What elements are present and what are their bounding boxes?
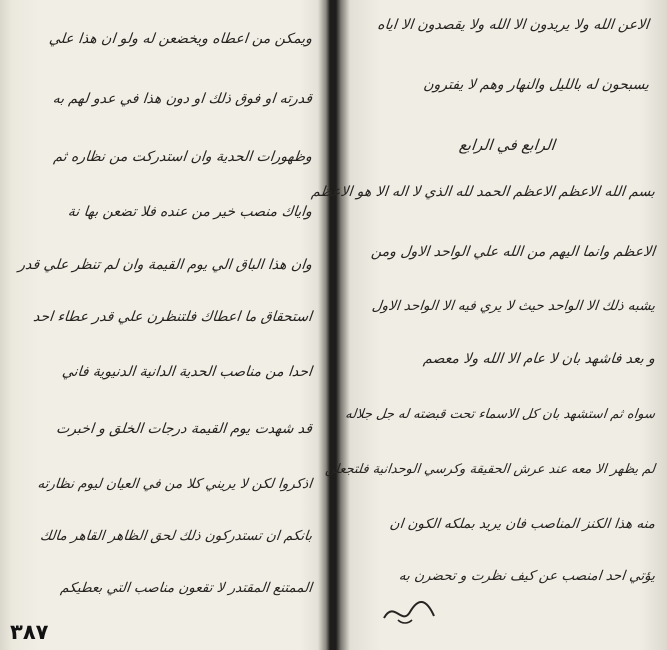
text-line: منه هذا الكنز المناصب فان يريد بملكه الكون ان <box>388 516 656 532</box>
catchword-flourish-icon <box>380 590 438 630</box>
text-line: قد شهدت يوم القيمة درجات الخلق و اخبرت <box>55 421 313 437</box>
text-line: استحقاق ما اعطاك فلتنظرن علي قدر عطاء احد <box>32 309 313 325</box>
right-page <box>310 0 667 650</box>
text-line: سواه ثم استشهد بان كل الاسماء تحت قبضته له جل جلاله <box>344 407 656 422</box>
text-line: بسم الله الاعظم الاعظم الحمد لله الذي لا اله الا هو الاعظم <box>310 184 656 200</box>
text-line: واياك منصب خير من عنده فلا تضعن بها نة <box>67 204 313 220</box>
text-line: احدا من مناصب الحدية الدانية الدنيوية فاني <box>61 364 313 380</box>
left-page <box>0 0 326 650</box>
text-line: اذكروا لكن لا يريني كلا من في العيان ليوم نظارته <box>36 476 313 492</box>
text-line: وظهورات الحدية وان استدركت من نظاره ثم <box>52 149 313 165</box>
text-line: الاعظم وانما اليهم من الله علي الواحد الاول ومن <box>370 244 656 260</box>
text-line: يؤتي احد امنصب عن كيف نظرت و تحضرن به <box>398 568 656 584</box>
text-line: قدرته او فوق ذلك او دون هذا في عدو لهم به <box>51 91 313 107</box>
text-line: يشبه ذلك الا الواحد حيث لا يري فيه الا الواحد الاول <box>371 298 656 314</box>
text-line: لم يظهر الا معه عند عرش الحقيقة وكرسي الوحدانية فلتجعلن <box>324 462 656 477</box>
text-line: الاعن الله ولا يريدون الا الله ولا يقصدون الا اياه <box>376 17 650 33</box>
section-heading: الرابع في الرابع <box>458 136 556 154</box>
text-line: وان هذا الباق الي يوم القيمة وان لم تنظر علي قدر <box>17 257 313 273</box>
text-line: بانكم ان تستدركون ذلك لحق الظاهر القاهر مالك <box>39 528 313 544</box>
text-line: و بعد فاشهد بان لا عام الا الله ولا معصم <box>422 351 656 367</box>
text-line: ويمكن من اعطاه ويخضعن له ولو ان هذا علي <box>48 31 313 47</box>
text-line: الممتنع المقتدر لا تقعون مناصب التي بعطيكم <box>59 580 313 596</box>
page-number: ٣٨٧ <box>10 620 49 644</box>
text-line: يسبحون له بالليل والنهار وهم لا يفترون <box>422 77 650 93</box>
right-page-text <box>310 0 667 650</box>
left-page-text <box>0 0 326 650</box>
